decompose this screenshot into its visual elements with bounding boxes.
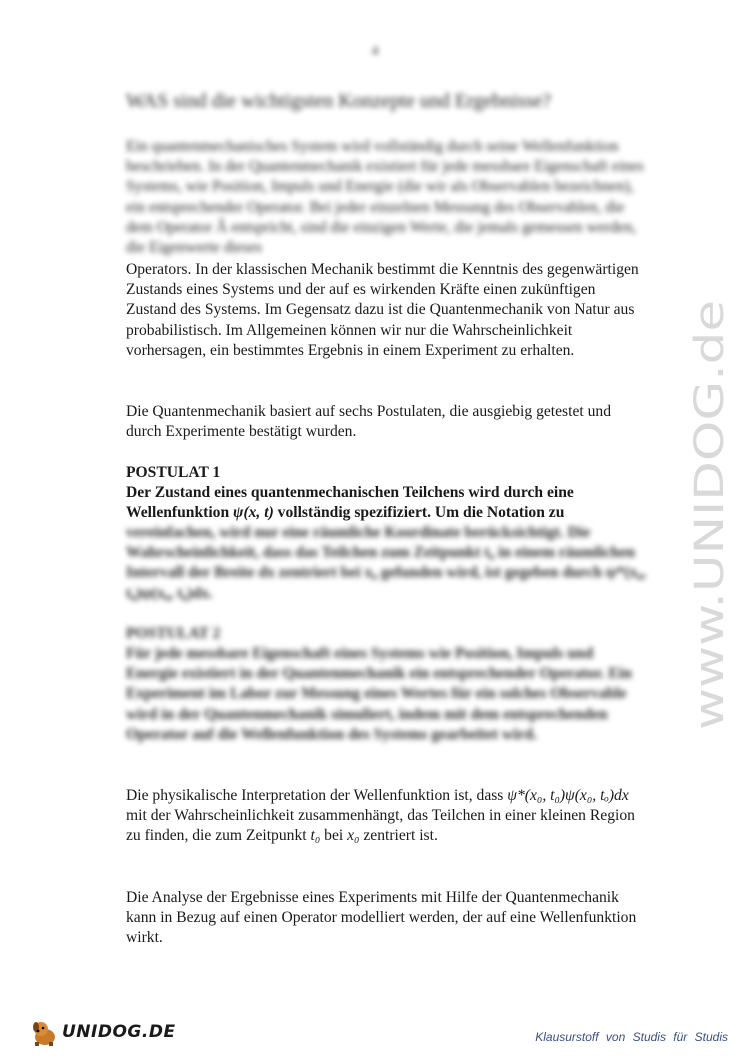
postulat-2-title: POSTULAT 2 [126,625,221,642]
interpretation-x0: x₀ [347,827,360,845]
analysis-paragraph: Die Analyse der Ergebnisse eines Experiments mit Hilfe der Quantenmechanik kann in Bezug auf einen Operator modelliert werden, der auf eine Wellenfunktion wirkt. [126,889,637,947]
interpretation-math: ψ*(x₀, t₀)ψ(x₀, tₒ)dx [507,787,629,804]
dog-icon [30,1018,60,1048]
postulat-1-title: POSTULAT 1 [126,464,221,481]
postulat-1-text [126,483,646,523]
footer-logo [30,1018,180,1048]
watermark-text: www.UNIDOG.de [687,395,733,730]
logo-text: UNIDOG.DE [62,1022,176,1042]
watermark [687,290,733,730]
intro-paragraph-blurred: Ein quantenmechanisches System wird vollständig durch seine Wellenfunktion beschrieben. In der Quantenmechanik existiert für jede messbare Eigenschaft eines Systems, wie Position, Impuls und Energie (die wir als Observablen bezeichnen), ein entsprechender Operator. Bei jeder einzelnen Messung des Observablen, die dem Operator Â entspricht, sind die einzigen Werte, die jemals gemessen werden, die Eigenwerte dieses [126,138,644,257]
postulat-2-text-blurred: Für jede messbare Eigenschaft eines Systems wie Position, Impuls und Energie existiert in der Quantenmechanik ein entsprechender Operator. Ein Experiment im Labor zur Messung eines Wertes für ein solches Observable wird in der Quantenmechanik simuliert, indem mit dem entsprechenden Operator auf die Wellenfunktion des Systems gearbeitet wird. [126,645,632,743]
postulat-1-text-blurred: vereinfachen, wird nur eine räumliche Koordinate berücksichtigt. Die Wahrscheinlichkeit, dass das Teilchen zum Zeitpunkt t₀ in einem räumlichen Intervall der Breite dx zentriert bei x₀ gefunden wird, ist gegeben durch ψ*(x₀, t₀)ψ(x₀, t₀)dx. [126,524,646,602]
interpretation-bei: bei [324,827,344,845]
postulat-1-text-b: vollständig spezifiziert. Um die Notation zu [277,504,565,522]
interpretation-paragraph [126,786,646,847]
interpretation-t0: t₀ [310,827,321,845]
page-heading: WAS sind die wichtigsten Konzepte und Ergebnisse? [126,90,552,112]
postulates-intro: Die Quantenmechanik basiert auf sechs Postulaten, die ausgiebig getestet und durch Experimente bestätigt wurden. [126,403,611,441]
interpretation-rest-b: zentriert ist. [363,827,438,845]
postulat-1-text-a: Der Zustand eines quantenmechanischen Teilchens wird durch eine Wellenfunktion [126,484,574,522]
footer-tagline: Klausurstoff von Studis für Studis [535,1030,728,1044]
postulat-1-math: ψ(x, t) [233,504,274,522]
intro-paragraph: Operators. In der klassischen Mechanik bestimmt die Kenntnis des gegenwärtigen Zustands eines Systems und der auf es wirkenden Kräfte einen zukünftigen Zustand des Systems. Im Gegensatz dazu ist die Quantenmechanik von Natur aus probabilistisch. Im Allgemeinen können wir nur die Wahrscheinlichkeit vorhersagen, ein bestimmtes Ergebnis in einem Experiment zu erhalten. [126,261,639,359]
interpretation-rest-a: mit der Wahrscheinlichkeit zusammenhängt, das Teilchen in einer kleinen Region zu finden, die zum Zeitpunkt [126,807,635,845]
interpretation-line1: Die physikalische Interpretation der Wellenfunktion ist, dass [126,787,504,804]
page-number: 4 [371,44,379,59]
